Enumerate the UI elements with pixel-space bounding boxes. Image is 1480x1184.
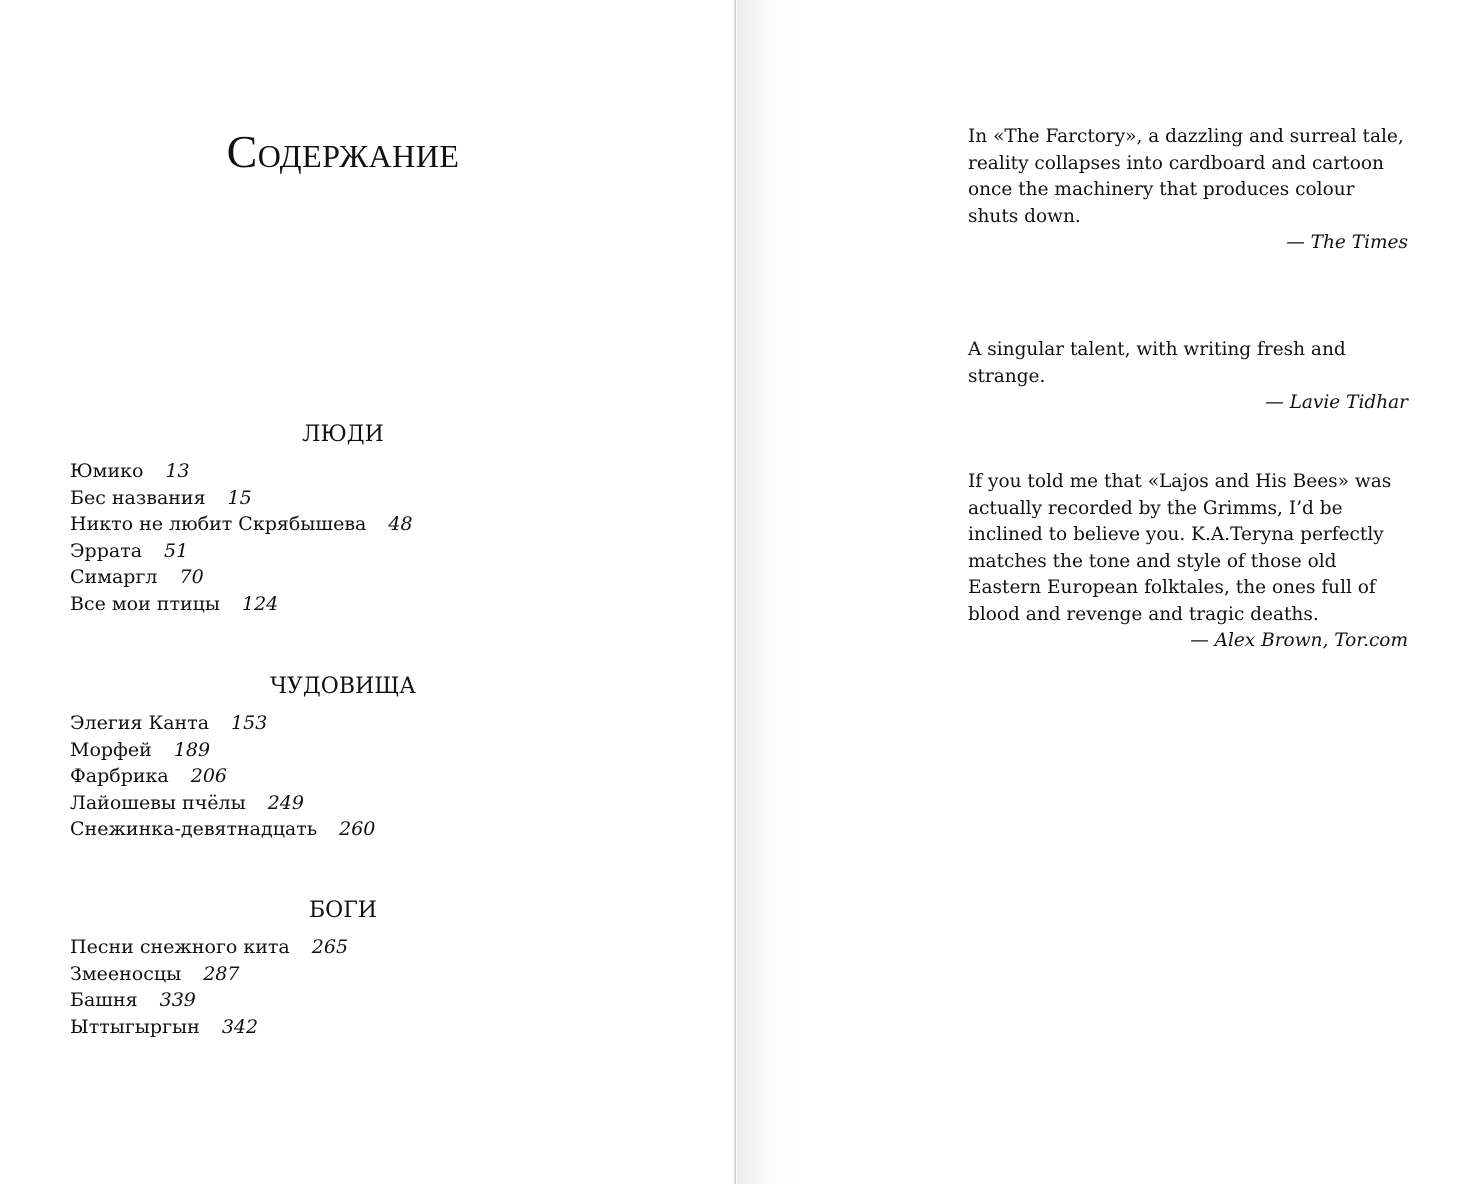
entry-title: Песни снежного кита: [70, 936, 290, 958]
toc-entry[interactable]: [70, 934, 630, 961]
toc-entry[interactable]: [70, 564, 630, 591]
toc-entry[interactable]: [70, 710, 630, 737]
review-quote: [968, 124, 1408, 257]
entry-page-number: 15: [227, 486, 252, 509]
entry-page-number: 260: [339, 818, 376, 840]
entry-page-number: 48: [388, 513, 413, 535]
quote-text: A singular talent, with writing fresh and strange.: [968, 339, 1346, 387]
toc-entry[interactable]: [70, 790, 630, 817]
entry-title: Снежинка-девятнадцать: [70, 818, 318, 840]
entry-title: Юмико: [70, 460, 144, 482]
entry-title: Ыттыгыргын: [70, 1015, 200, 1038]
entry-title: Фарбрика: [70, 765, 169, 787]
entry-page-number: 265: [311, 936, 349, 958]
entry-page-number: 153: [231, 712, 268, 734]
entry-page-number: 249: [267, 791, 304, 814]
toc-entry[interactable]: [70, 458, 630, 485]
review-quote: [968, 469, 1408, 655]
section-heading: БОГИ: [309, 898, 377, 923]
entry-page-number: 206: [190, 765, 227, 787]
toc-section-people: [70, 420, 630, 617]
entry-title: Эррата: [70, 539, 143, 562]
quote-source: — Alex Brown, Tor.com: [1190, 630, 1408, 651]
entry-page-number: 287: [203, 962, 240, 985]
entry-title: Никто не любит Скрябышева: [70, 513, 367, 535]
toc-entry[interactable]: [70, 485, 630, 512]
toc-entry[interactable]: [70, 961, 630, 988]
entry-title: Морфей: [70, 738, 152, 761]
entry-page-number: 342: [221, 1015, 259, 1038]
entry-page-number: 51: [164, 539, 189, 562]
entry-title: Симаргл: [70, 566, 158, 588]
toc-entry[interactable]: [70, 763, 630, 790]
entry-title: Змееносцы: [70, 962, 182, 985]
toc-section-monsters: [70, 672, 630, 843]
quote-text: In «The Farctory», a dazzling and surreal tale, reality collapses into cardboard and cartoon once the machinery that produces colour shuts down.: [968, 126, 1404, 227]
section-heading: ЛЮДИ: [302, 422, 384, 447]
toc-entry[interactable]: [70, 737, 630, 764]
entry-title: Все мои птицы: [70, 592, 220, 615]
toc-entry[interactable]: [70, 987, 630, 1014]
entry-page-number: 13: [165, 460, 190, 482]
toc-entry[interactable]: [70, 1014, 630, 1041]
entry-page-number: 124: [242, 592, 279, 615]
entry-title: Бес названия: [70, 486, 206, 509]
quote-text: If you told me that «Lajos and His Bees» was actually recorded by the Grimms, I’d be inclined to believe you. K.A.Teryna perfectly matches the tone and style of those old Eastern European folktales, the ones full of blood and revenge and tragic deaths.: [968, 471, 1392, 625]
right-page: [736, 0, 1480, 1184]
entry-page-number: 339: [159, 989, 196, 1011]
left-page: [0, 0, 734, 1184]
entry-title: Лайошевы пчёлы: [70, 791, 246, 814]
toc-title: Содержание: [226, 126, 460, 177]
toc-entry[interactable]: [70, 816, 630, 843]
entry-page-number: 189: [173, 738, 211, 761]
toc-entry[interactable]: [70, 511, 630, 538]
toc-entry[interactable]: [70, 538, 630, 565]
entry-title: Элегия Канта: [70, 712, 210, 734]
quote-source: — Lavie Tidhar: [1265, 392, 1408, 413]
review-quote: [968, 337, 1408, 417]
quote-source: — The Times: [1286, 232, 1408, 253]
entry-title: Башня: [70, 989, 138, 1011]
section-heading: ЧУДОВИЩА: [270, 674, 416, 699]
entry-page-number: 70: [179, 566, 204, 588]
toc-entry[interactable]: [70, 591, 630, 618]
toc-section-gods: [70, 896, 630, 1040]
